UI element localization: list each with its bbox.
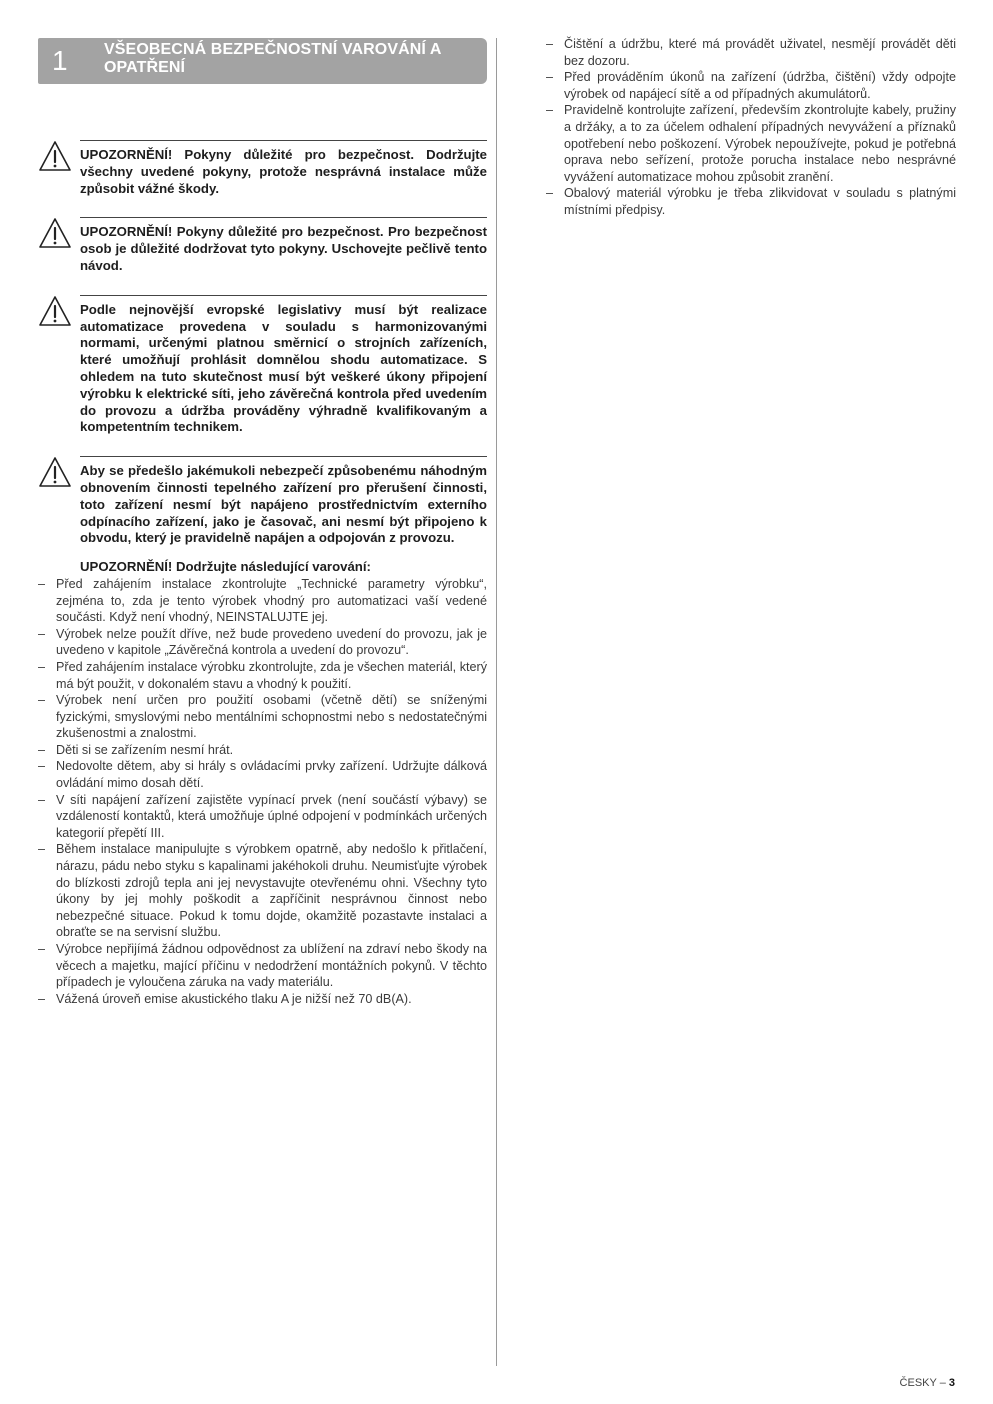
warning-text: UPOZORNĚNÍ! Pokyny důležité pro bezpečnost. Dodržujte všechny uvedené pokyny, protože nesprávná instalace může způsobit vážné škody. [80,140,487,197]
list-item: – Během instalace manipulujte s výrobkem opatrně, aby nedošlo k přitlačení, nárazu, pádu nebo styku s kapalinami jakéhokoli druhu. Neumisťujte výrobek do blízkosti zdrojů tepla ani jej nevystavujte otevřenému ohni. Všechny tyto úkony by jej mohly poškodit a zapříčinit nesprávnou činnost nebo nebezpečné situace. Pokud k tomu dojde, okamžitě pozastavte instalaci a obraťte se na servisní službu. [38,841,487,941]
warning-text: Aby se předešlo jakémukoli nebezpečí způsobenému náhodným obnovením činnosti tepelného zařízení pro přerušení činnosti, toto zařízení nesmí být napájeno prostřednictvím externího odpínacího zařízení, jako je časovač, ani nesmí být připojeno k obvodu, který je pravidelně napájen a odpojován z provozu. [80,456,487,547]
page-footer [900,1377,955,1389]
warning-block [38,140,487,197]
right-column [546,36,956,219]
list-item: – Pravidelně kontrolujte zařízení, především zkontrolujte kabely, pružiny a držáky, a to za účelem odhalení případných nevyvážení a příznaků opotřebení nebo poškození. Výrobek nepoužívejte, pokud je potřebná oprava nebo seřízení, protože porucha instalace nebo nesprávné vyvážení automatizace mohou způsobit zranění. [546,102,956,185]
list-item: – V síti napájení zařízení zajistěte vypínací prvek (není součástí výbavy) se vzdáleností kontaktů, která umožňuje úplné odpojení v podmínkách určených kategorií přepětí III. [38,792,487,842]
warning-triangle-icon [38,295,72,327]
list-item: – Před zahájením instalace zkontrolujte „Technické parametry výrobku“, zejména to, zda je tento výrobek vhodný pro automatizaci vaší vedené součásti. Když není vhodný, NEINSTALUJTE jej. [38,576,487,626]
warning-text: UPOZORNĚNÍ! Pokyny důležité pro bezpečnost. Pro bezpečnost osob je důležité dodržovat tyto pokyny. Uschovejte pečlivě tento návod. [80,217,487,274]
warning-text: Podle nejnovější evropské legislativy musí být realizace automatizace provedena v souladu s harmonizovanými normami, určenými platnou směrnicí o strojních zařízeních, které umožňují prohlásit domnělou shodu automatizace. S ohledem na tuto skutečnost musí být veškeré úkony připojení výrobku k elektrické síti, jeho závěrečná kontrola před uvedením do provozu a údržba prováděny výhradně kvalifikovaným a kompetentním technikem. [80,295,487,436]
column-divider [496,38,497,1366]
list-item: – Obalový materiál výrobku je třeba zlikvidovat v souladu s platnými místními předpisy. [546,185,956,218]
warning-triangle-icon [38,140,72,172]
list-item: – Čištění a údržbu, které má provádět uživatel, nesmějí provádět děti bez dozoru. [546,36,956,69]
warning-block [38,456,487,547]
footer-language: ČESKY – [899,1377,949,1389]
list-item: – Výrobek není určen pro použití osobami (včetně dětí) se sníženými fyzickými, smyslovými nebo mentálními schopnostmi nebo s nedostatečnými zkušenostmi a znalostmi. [38,692,487,742]
warning-block [38,217,487,274]
section-title: VŠEOBECNÁ BEZPEČNOSTNÍ VAROVÁNÍ A OPATŘENÍ [104,41,441,76]
section-header [38,38,487,84]
warning-list [38,576,487,1007]
list-item: – Před zahájením instalace výrobku zkontrolujte, zda je všechen materiál, který má být použit, v dokonalém stavu a vhodný k použití. [38,659,487,692]
warning-triangle-icon [38,217,72,249]
section-number: 1 [52,45,68,76]
warning-triangle-icon [38,456,72,488]
list-item: – Nedovolte dětem, aby si hrály s ovládacími prvky zařízení. Udržujte dálková ovládání mimo dosah dětí. [38,758,487,791]
page-number: 3 [948,1377,955,1389]
list-item: – Vážená úroveň emise akustického tlaku A je nižší než 70 dB(A). [38,991,487,1008]
list-item: – Před prováděním úkonů na zařízení (údržba, čištění) vždy odpojte výrobek od napájecí sítě a od případných akumulátorů. [546,69,956,102]
list-item: – Děti si se zařízením nesmí hrát. [38,742,487,759]
warning-block [38,295,487,436]
warning-list-continued [546,36,956,219]
list-item: – Výrobce nepřijímá žádnou odpovědnost za ublížení na zdraví nebo škody na věcech a majetku, mající příčinu v nedodržení montážních pokynů. V těchto případech je vyloučena záruka na vady materiálu. [38,941,487,991]
left-column [38,38,487,1007]
list-item: – Výrobek nelze použít dříve, než bude provedeno uvedení do provozu, jak je uvedeno v kapitole „Závěrečná kontrola a uvedení do provozu“. [38,626,487,659]
warning-subheading: UPOZORNĚNÍ! Dodržujte následující varování: [80,559,371,575]
